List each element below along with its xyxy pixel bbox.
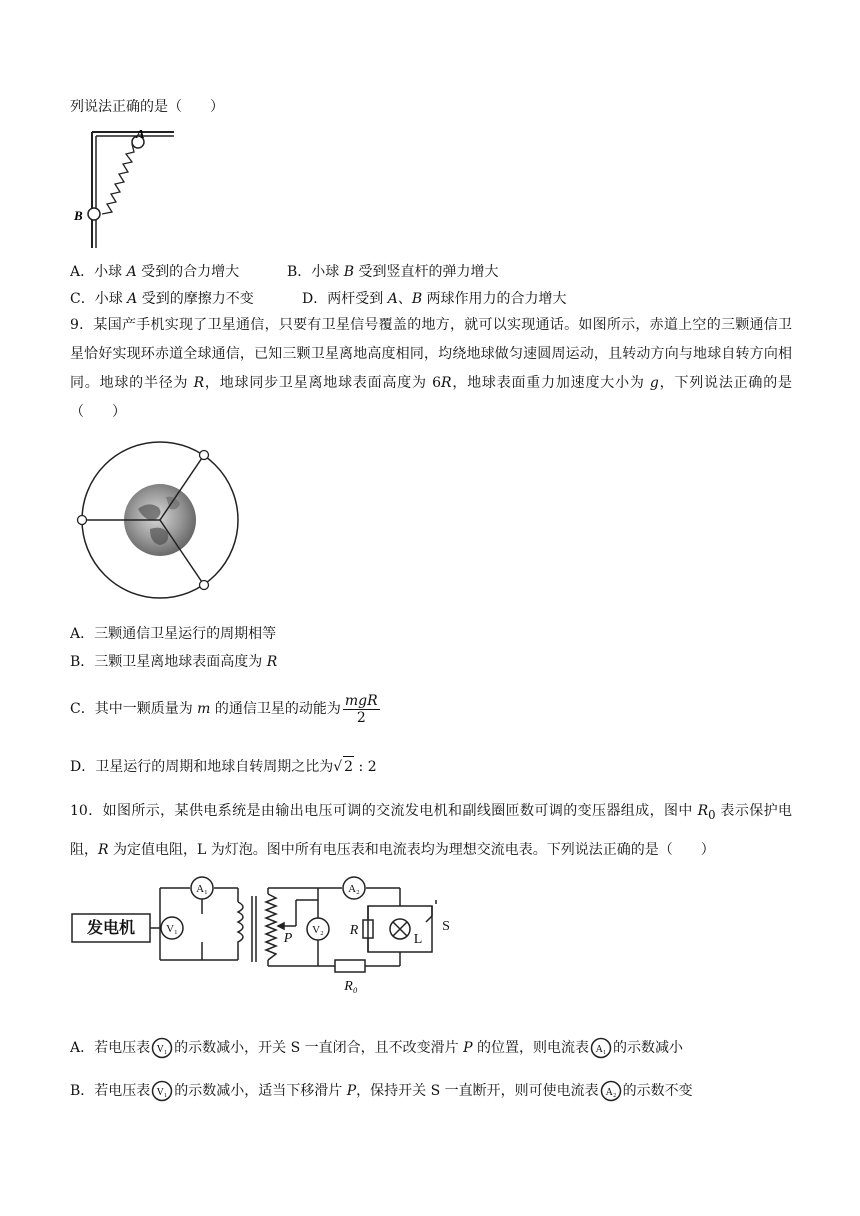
label-b: B	[74, 208, 83, 223]
q10-circuit-figure	[70, 870, 460, 1010]
q9-stem: 9．某国产手机实现了卫星通信，只要有卫星信号覆盖的地方，就可以实现通话。如图所示，赤道上空的三颗通信卫星恰好实现环赤道全球通信，已知三颗卫星离地高度相同，均绕地球做匀速圆周运动，且转动方向与地球自转方向相同。地球的半径为 R，地球同步卫星离地球表面高度为 6R，地球表面重力加速度大小为 g，下列说法正确的是（ ）	[70, 317, 793, 420]
q10-option-a: A．若电压表 V₁ 的示数减小，开关 S 一直闭合，且不改变滑片 P 的位置，则电流表 A₁ 的示数减小	[70, 1036, 683, 1060]
svg-text:A₂: A₂	[605, 1087, 617, 1098]
fraction-mgR-over-2: $\frac{\text{mgR}}{2}$	[344, 692, 378, 726]
satellite-3	[200, 581, 209, 590]
q9-option-b: B．三颗卫星离地球表面高度为 R	[70, 654, 278, 670]
q10-option-b: B．若电压表 V₁ 的示数减小，适当下移滑片 P，保持开关 S 一直断开，则可使电流表 A₂ 的示数不变	[70, 1079, 693, 1103]
svg-text:V₁: V₁	[156, 1044, 168, 1055]
v1-label: V₁	[166, 923, 178, 935]
q8-option-d: D．两杆受到 A、B 两球作用力的合力增大	[302, 291, 567, 307]
q9-option-d: D．卫星运行的周期和地球自转周期之比为√ 2 : 2	[70, 756, 377, 777]
r0-label: R₀	[344, 979, 358, 994]
label-a: A	[136, 130, 145, 141]
ammeter-a1-icon	[590, 1037, 612, 1059]
ball-b	[88, 208, 100, 220]
q8-option-b: B．小球 B 受到竖直杆的弹力增大	[287, 264, 499, 280]
a2-label: A₂	[348, 883, 360, 895]
v2-label: V₂	[312, 924, 324, 936]
q9-satellite-figure	[72, 425, 252, 615]
switch-label: S	[442, 919, 450, 934]
r-label: R	[349, 923, 359, 938]
q8-option-a: A．小球 A 受到的合力增大	[70, 264, 240, 280]
q8-stem-tail: 列说法正确的是（ ）	[70, 99, 224, 115]
q9-option-c: C．其中一颗质量为 m 的通信卫星的动能为 $\frac{\text{mgR}}{2}$	[70, 692, 378, 726]
svg-text:V₁: V₁	[156, 1087, 168, 1098]
generator-label: 发电机	[86, 920, 136, 937]
satellite-2	[78, 516, 87, 525]
q10-stem: 10．如图所示，某供电系统是由输出电压可调的交流发电机和副线圈匝数可调的变压器组成，图中 $R_0$ 表示保护电阻，R 为定值电阻，L 为灯泡。图中所有电压表和电流表均为理想交流电表。下列说法正确的是（ ）	[70, 803, 792, 858]
resistor-r0	[335, 960, 365, 972]
satellite-1	[200, 451, 209, 460]
voltmeter-v1-icon	[151, 1080, 173, 1102]
svg-text:A₁: A₁	[595, 1044, 607, 1055]
ammeter-a2-icon	[600, 1080, 622, 1102]
voltmeter-v1-icon	[151, 1037, 173, 1059]
a1-label: A₁	[196, 883, 208, 895]
q9-option-a: A．三颗通信卫星运行的周期相等	[70, 626, 277, 642]
q8-figure	[72, 130, 178, 250]
lamp-label: L	[413, 932, 423, 947]
q8-option-c: C．小球 A 受到的摩擦力不变	[70, 291, 254, 307]
slider-p-label: P	[283, 931, 293, 946]
